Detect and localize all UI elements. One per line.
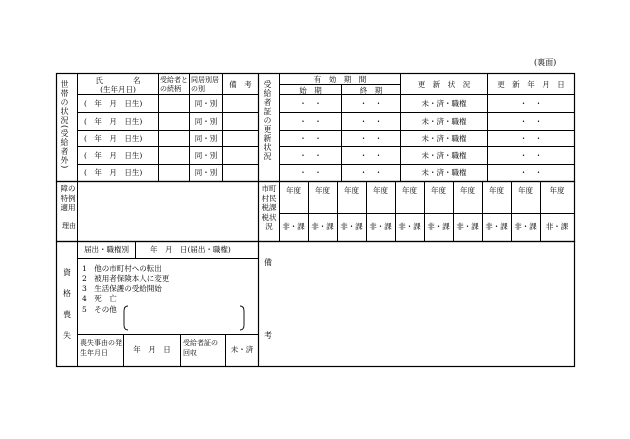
status-value: 未・済・職権 — [421, 168, 467, 177]
loss-method-label: 届出・職権別 — [84, 245, 129, 254]
tax-choice: 非・課 — [514, 222, 537, 231]
status-value: 未・済・職権 — [421, 99, 467, 108]
end-dots: ・ ・ — [359, 151, 383, 160]
start-dots: ・ ・ — [299, 117, 322, 126]
page-label: (裏面) — [534, 58, 557, 67]
row-birth: ( 年 月 日生) — [84, 99, 143, 108]
date-dots: ・ ・ — [519, 117, 543, 126]
tax-year-label: 年度 — [518, 186, 533, 195]
end-dots: ・ ・ — [359, 168, 383, 177]
tax-choice: 非・課 — [340, 222, 363, 231]
tax-choice: 非・課 — [545, 222, 569, 231]
tax-choice: 非・課 — [311, 222, 334, 231]
tax-choice: 非・課 — [369, 222, 392, 231]
special-reason-label: 理由 — [62, 222, 76, 230]
name-header: 氏 名 — [95, 76, 141, 85]
status-value: 未・済・職権 — [421, 151, 467, 160]
status-value: 未・済・職権 — [421, 134, 467, 143]
row-cohabit: 同・別 — [194, 151, 218, 160]
loss-reason-item: 4 死 亡 — [82, 294, 117, 303]
date-dots: ・ ・ — [519, 168, 543, 177]
loss-reason-item: 3 生活保護の受給開始 — [82, 284, 162, 293]
period-header: 有 効 期 間 — [313, 75, 367, 84]
tax-year-label: 年度 — [489, 186, 504, 195]
tax-choice: 非・課 — [427, 222, 450, 231]
loss-section-label: 資格喪失 — [63, 268, 71, 340]
end-dots: ・ ・ — [359, 117, 383, 126]
tax-choice: 非・課 — [456, 222, 479, 231]
status-header: 更 新 状 況 — [417, 80, 471, 89]
tax-year-label: 年度 — [402, 186, 417, 195]
remarks-label-top: 備 — [264, 258, 272, 267]
row-birth: ( 年 月 日生) — [84, 151, 143, 160]
tax-choice: 非・課 — [398, 222, 421, 231]
tax-year-label: 年度 — [549, 186, 565, 195]
start-dots: ・ ・ — [299, 151, 322, 160]
row-birth: ( 年 月 日生) — [84, 168, 143, 177]
remarks-header: 備 考 — [229, 80, 252, 89]
birth-header: (生年月日) — [100, 85, 136, 94]
status-value: 未・済・職権 — [421, 117, 467, 126]
loss-reason-item: 1 他の市町村への転出 — [82, 264, 162, 273]
row-cohabit: 同・別 — [194, 99, 218, 108]
renewal-section-label: 受給者証の更新状況 — [263, 80, 272, 161]
tax-year-label: 年度 — [460, 186, 475, 195]
date-dots: ・ ・ — [519, 151, 543, 160]
end-dots: ・ ・ — [359, 134, 383, 143]
tax-year-label: 年度 — [286, 186, 301, 195]
date-dots: ・ ・ — [519, 134, 543, 143]
date-header: 更 新 年 月 日 — [497, 80, 565, 89]
end-dots: ・ ・ — [359, 99, 383, 108]
loss-collect-label: 受給者証の回収 — [183, 339, 218, 357]
tax-choice: 非・課 — [282, 222, 305, 231]
row-cohabit: 同・別 — [194, 168, 218, 177]
row-cohabit: 同・別 — [194, 134, 218, 143]
loss-reason-item: 5 その他 — [82, 305, 117, 314]
row-birth: ( 年 月 日生) — [84, 134, 143, 143]
start-header: 始 期 — [299, 86, 322, 95]
row-cohabit: 同・別 — [194, 117, 218, 126]
row-birth: ( 年 月 日生) — [84, 117, 143, 126]
tax-year-label: 年度 — [344, 186, 359, 195]
remarks-label-bottom: 考 — [264, 331, 272, 340]
loss-collect-value: 未・済 — [230, 345, 254, 354]
relation-header: 受給者との続柄 — [160, 76, 188, 93]
start-dots: ・ ・ — [299, 168, 322, 177]
tax-year-label: 年度 — [373, 186, 388, 195]
start-dots: ・ ・ — [299, 134, 322, 143]
special-section-label: 障の特例適用 — [60, 184, 76, 212]
cohabit-header: 同居別居の別 — [191, 76, 219, 93]
loss-occur-label: 喪失事由の発生年月日 — [80, 339, 122, 357]
start-dots: ・ ・ — [299, 99, 322, 108]
tax-year-label: 年度 — [315, 186, 330, 195]
end-header: 終 期 — [359, 86, 383, 95]
loss-date-label: 年 月 日(届出・職権) — [150, 245, 231, 254]
tax-choice: 非・課 — [485, 222, 508, 231]
household-section-label: 世帯の状況(受給者外) — [60, 80, 69, 170]
date-dots: ・ ・ — [519, 99, 543, 108]
loss-occur-date: 年 月 日 — [133, 345, 171, 354]
tax-year-label: 年度 — [431, 186, 446, 195]
tax-section-label: 市町村民税課税状況 — [261, 184, 277, 231]
loss-reason-item: 2 被用者保険本人に変更 — [82, 274, 170, 283]
